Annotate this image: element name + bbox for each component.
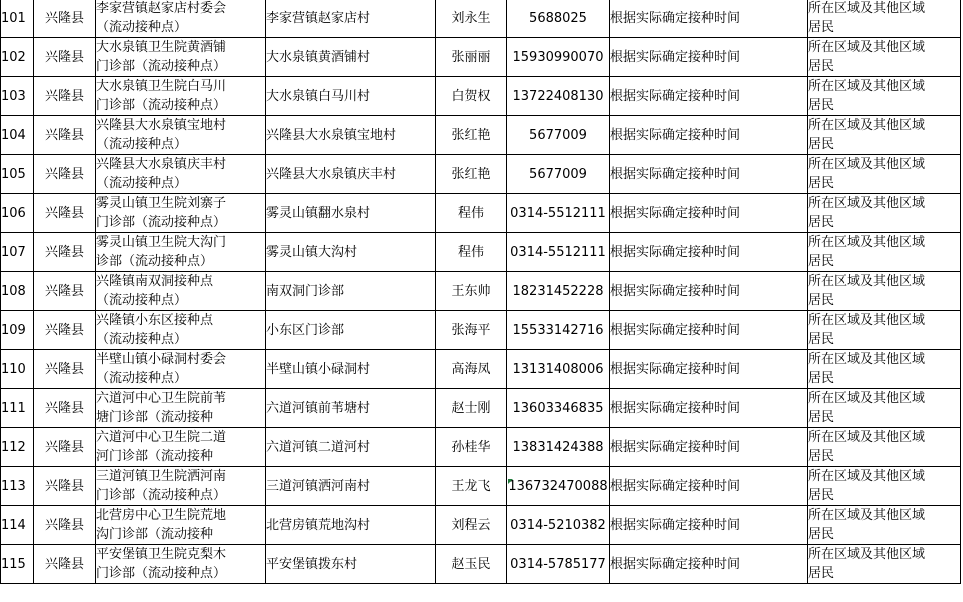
address-cell[interactable]: 六道河镇二道河村 <box>266 428 436 467</box>
phone-cell[interactable]: 0314-5512111 <box>507 233 610 272</box>
county-cell[interactable]: 兴隆县 <box>34 428 96 467</box>
address-cell[interactable]: 雾灵山镇大沟村 <box>266 233 436 272</box>
address-cell[interactable]: 南双洞门诊部 <box>266 272 436 311</box>
site-name-cell-line: 门诊部（流动接种点） <box>96 215 227 230</box>
site-name-cell-line: 兴隆县大水泉镇庆丰村 <box>96 157 227 172</box>
scope-cell[interactable] <box>808 116 961 155</box>
row-number-cell[interactable]: 113 <box>1 467 34 506</box>
schedule-cell[interactable]: 根据实际确定接种时间 <box>610 350 808 389</box>
site-name-cell-line: 六道河中心卫生院二道 <box>96 430 227 445</box>
county-cell[interactable]: 兴隆县 <box>34 233 96 272</box>
county-cell[interactable]: 兴隆县 <box>34 155 96 194</box>
site-name-cell[interactable] <box>96 506 266 545</box>
cell-comment-marker <box>508 479 513 484</box>
phone-cell[interactable]: 5677009 <box>507 155 610 194</box>
contact-cell[interactable]: 张海平 <box>436 311 507 350</box>
county-cell[interactable]: 兴隆县 <box>34 506 96 545</box>
scope-cell[interactable] <box>808 38 961 77</box>
scope-cell[interactable] <box>808 545 961 584</box>
county-cell[interactable]: 兴隆县 <box>34 116 96 155</box>
table-row <box>1 38 961 77</box>
site-name-cell-line: 河门诊部（流动接种 <box>96 449 214 464</box>
site-name-cell-line: 兴隆镇小东区接种点 <box>96 313 214 328</box>
scope-cell[interactable] <box>808 194 961 233</box>
address-cell[interactable]: 李家营镇赵家店村 <box>266 0 436 38</box>
scope-cell-line: 所在区域及其他区域 <box>808 118 926 133</box>
scope-cell-line: 居民 <box>808 215 835 230</box>
phone-cell[interactable]: 15533142716 <box>507 311 610 350</box>
contact-cell[interactable]: 张红艳 <box>436 155 507 194</box>
scope-cell-line: 所在区域及其他区域 <box>808 391 926 406</box>
site-name-cell[interactable] <box>96 467 266 506</box>
phone-cell[interactable]: 0314-5785177 <box>507 545 610 584</box>
schedule-cell[interactable]: 根据实际确定接种时间 <box>610 194 808 233</box>
county-cell[interactable]: 兴隆县 <box>34 467 96 506</box>
scope-cell-line: 所在区域及其他区域 <box>808 235 926 250</box>
site-name-cell-line: （流动接种点） <box>96 20 188 35</box>
scope-cell[interactable] <box>808 467 961 506</box>
row-number-cell[interactable]: 109 <box>1 311 34 350</box>
phone-cell[interactable]: 136732470088 <box>507 467 610 506</box>
contact-cell[interactable]: 白贺权 <box>436 77 507 116</box>
contact-cell[interactable]: 王龙飞 <box>436 467 507 506</box>
phone-cell[interactable]: 5677009 <box>507 116 610 155</box>
schedule-cell[interactable]: 根据实际确定接种时间 <box>610 428 808 467</box>
schedule-cell[interactable]: 根据实际确定接种时间 <box>610 545 808 584</box>
scope-cell-line: 所在区域及其他区域 <box>808 40 926 55</box>
county-cell[interactable]: 兴隆县 <box>34 311 96 350</box>
site-name-cell[interactable] <box>96 272 266 311</box>
row-number-cell[interactable]: 114 <box>1 506 34 545</box>
county-cell[interactable]: 兴隆县 <box>34 0 96 38</box>
schedule-cell[interactable]: 根据实际确定接种时间 <box>610 467 808 506</box>
scope-cell-line: 所在区域及其他区域 <box>808 196 926 211</box>
row-number-cell[interactable]: 115 <box>1 545 34 584</box>
site-name-cell[interactable] <box>96 350 266 389</box>
row-number-cell[interactable]: 106 <box>1 194 34 233</box>
table-row <box>1 428 961 467</box>
site-name-cell-line: （流动接种点） <box>96 371 188 386</box>
site-name-cell[interactable] <box>96 545 266 584</box>
site-name-cell-line: 门诊部（流动接种点） <box>96 488 227 503</box>
scope-cell-line: 居民 <box>808 488 835 503</box>
scope-cell[interactable] <box>808 0 961 38</box>
site-name-cell-line: 门诊部（流动接种点） <box>96 98 227 113</box>
site-name-cell-line: 雾灵山镇卫生院大沟门 <box>96 235 227 250</box>
contact-cell[interactable]: 刘永生 <box>436 0 507 38</box>
scope-cell-line: 所在区域及其他区域 <box>808 469 926 484</box>
phone-cell[interactable]: 13831424388 <box>507 428 610 467</box>
contact-cell[interactable]: 孙桂华 <box>436 428 507 467</box>
scope-cell-line: 居民 <box>808 410 835 425</box>
scope-cell-line: 所在区域及其他区域 <box>808 547 926 562</box>
scope-cell-line: 所在区域及其他区域 <box>808 508 926 523</box>
contact-cell[interactable]: 高海凤 <box>436 350 507 389</box>
phone-cell[interactable]: 0314-5512111 <box>507 194 610 233</box>
county-cell[interactable]: 兴隆县 <box>34 350 96 389</box>
site-name-cell[interactable] <box>96 38 266 77</box>
scope-cell-line: 居民 <box>808 59 835 74</box>
scope-cell-line: 所在区域及其他区域 <box>808 79 926 94</box>
county-cell[interactable]: 兴隆县 <box>34 272 96 311</box>
address-cell[interactable]: 半壁山镇小碌洞村 <box>266 350 436 389</box>
address-cell[interactable]: 雾灵山镇翻水泉村 <box>266 194 436 233</box>
scope-cell-line: 居民 <box>808 176 835 191</box>
contact-cell[interactable]: 张红艳 <box>436 116 507 155</box>
contact-cell[interactable]: 刘程云 <box>436 506 507 545</box>
site-name-cell[interactable] <box>96 428 266 467</box>
scope-cell[interactable] <box>808 233 961 272</box>
site-name-cell[interactable] <box>96 311 266 350</box>
schedule-cell[interactable]: 根据实际确定接种时间 <box>610 77 808 116</box>
contact-cell[interactable]: 赵士刚 <box>436 389 507 428</box>
table-row <box>1 467 961 506</box>
site-name-cell[interactable] <box>96 389 266 428</box>
county-cell[interactable]: 兴隆县 <box>34 38 96 77</box>
site-name-cell[interactable] <box>96 194 266 233</box>
table-row <box>1 506 961 545</box>
site-name-cell-line: 诊部（流动接种点） <box>96 254 214 269</box>
address-cell[interactable]: 兴隆县大水泉镇庆丰村 <box>266 155 436 194</box>
address-cell[interactable]: 三道河镇洒河南村 <box>266 467 436 506</box>
county-cell[interactable]: 兴隆县 <box>34 77 96 116</box>
site-name-cell-line: 兴隆镇南双洞接种点 <box>96 274 214 289</box>
table-row <box>1 77 961 116</box>
site-name-cell-line: 大水泉镇卫生院黄酒铺 <box>96 40 227 55</box>
site-name-cell-line: 沟门诊部（流动接种 <box>96 527 214 542</box>
row-number-cell[interactable]: 103 <box>1 77 34 116</box>
phone-cell[interactable]: 13131408006 <box>507 350 610 389</box>
row-number-cell[interactable]: 102 <box>1 38 34 77</box>
row-number-cell[interactable]: 112 <box>1 428 34 467</box>
row-number-cell[interactable]: 101 <box>1 0 34 38</box>
county-cell[interactable]: 兴隆县 <box>34 389 96 428</box>
schedule-cell[interactable]: 根据实际确定接种时间 <box>610 389 808 428</box>
scope-cell-line: 所在区域及其他区域 <box>808 274 926 289</box>
scope-cell-line: 居民 <box>808 371 835 386</box>
site-name-cell-line: 门诊部（流动接种点） <box>96 59 227 74</box>
scope-cell[interactable] <box>808 389 961 428</box>
phone-cell[interactable]: 15930990070 <box>507 38 610 77</box>
schedule-cell[interactable]: 根据实际确定接种时间 <box>610 38 808 77</box>
site-name-cell-line: （流动接种点） <box>96 176 188 191</box>
schedule-cell[interactable]: 根据实际确定接种时间 <box>610 233 808 272</box>
phone-cell[interactable]: 5688025 <box>507 0 610 38</box>
site-name-cell[interactable] <box>96 233 266 272</box>
county-cell[interactable]: 兴隆县 <box>34 545 96 584</box>
table-body <box>1 0 961 584</box>
table-row <box>1 311 961 350</box>
scope-cell-line: 居民 <box>808 332 835 347</box>
table-row <box>1 350 961 389</box>
site-name-cell-line: 三道河镇卫生院洒河南 <box>96 469 227 484</box>
address-cell[interactable]: 兴隆县大水泉镇宝地村 <box>266 116 436 155</box>
site-name-cell-line: 塘门诊部（流动接种 <box>96 410 214 425</box>
scope-cell-line: 居民 <box>808 527 835 542</box>
phone-cell[interactable]: 18231452228 <box>507 272 610 311</box>
row-number-cell[interactable]: 105 <box>1 155 34 194</box>
schedule-cell[interactable]: 根据实际确定接种时间 <box>610 116 808 155</box>
table-row <box>1 389 961 428</box>
table-row <box>1 155 961 194</box>
phone-cell[interactable]: 13722408130 <box>507 77 610 116</box>
site-name-cell-line: 李家营镇赵家店村委会 <box>96 1 227 16</box>
address-cell[interactable]: 大水泉镇黄酒铺村 <box>266 38 436 77</box>
address-cell[interactable]: 小东区门诊部 <box>266 311 436 350</box>
site-name-cell[interactable] <box>96 116 266 155</box>
table-row <box>1 233 961 272</box>
address-cell[interactable]: 北营房镇荒地沟村 <box>266 506 436 545</box>
scope-cell-line: 所在区域及其他区域 <box>808 313 926 328</box>
scope-cell[interactable] <box>808 428 961 467</box>
scope-cell[interactable] <box>808 77 961 116</box>
scope-cell-line: 居民 <box>808 254 835 269</box>
table-row <box>1 194 961 233</box>
contact-cell[interactable]: 程伟 <box>436 233 507 272</box>
table-row <box>1 545 961 584</box>
scope-cell[interactable] <box>808 311 961 350</box>
scope-cell-line: 居民 <box>808 137 835 152</box>
row-number-cell[interactable]: 108 <box>1 272 34 311</box>
address-cell[interactable]: 六道河镇前苇塘村 <box>266 389 436 428</box>
scope-cell-line: 居民 <box>808 20 835 35</box>
scope-cell-line: 居民 <box>808 449 835 464</box>
address-cell[interactable]: 平安堡镇拨东村 <box>266 545 436 584</box>
scope-cell-line: 所在区域及其他区域 <box>808 1 926 16</box>
row-number-cell[interactable]: 107 <box>1 233 34 272</box>
site-name-cell-line: 半壁山镇小碌洞村委会 <box>96 352 227 367</box>
scope-cell-line: 居民 <box>808 98 835 113</box>
schedule-cell[interactable]: 根据实际确定接种时间 <box>610 311 808 350</box>
row-number-cell[interactable]: 111 <box>1 389 34 428</box>
scope-cell[interactable] <box>808 155 961 194</box>
site-name-cell[interactable] <box>96 0 266 38</box>
schedule-cell[interactable]: 根据实际确定接种时间 <box>610 272 808 311</box>
row-number-cell[interactable]: 104 <box>1 116 34 155</box>
site-name-cell-line: （流动接种点） <box>96 137 188 152</box>
phone-cell[interactable]: 0314-5210382 <box>507 506 610 545</box>
address-cell[interactable]: 大水泉镇白马川村 <box>266 77 436 116</box>
site-name-cell[interactable] <box>96 155 266 194</box>
scope-cell-line: 所在区域及其他区域 <box>808 352 926 367</box>
table-row <box>1 116 961 155</box>
phone-cell[interactable]: 13603346835 <box>507 389 610 428</box>
site-name-cell-line: 门诊部（流动接种点） <box>96 566 227 581</box>
site-name-cell[interactable] <box>96 77 266 116</box>
site-name-cell-line: 雾灵山镇卫生院刘寨子 <box>96 196 227 211</box>
site-name-cell-line: 兴隆县大水泉镇宝地村 <box>96 118 227 133</box>
table-row <box>1 0 961 38</box>
scope-cell-line: 所在区域及其他区域 <box>808 157 926 172</box>
contact-cell[interactable]: 张丽丽 <box>436 38 507 77</box>
schedule-cell[interactable]: 根据实际确定接种时间 <box>610 506 808 545</box>
site-name-cell-line: （流动接种点） <box>96 293 188 308</box>
contact-cell[interactable]: 程伟 <box>436 194 507 233</box>
schedule-cell[interactable]: 根据实际确定接种时间 <box>610 155 808 194</box>
contact-cell[interactable]: 王东帅 <box>436 272 507 311</box>
county-cell[interactable]: 兴隆县 <box>34 194 96 233</box>
site-name-cell-line: 平安堡镇卫生院克梨木 <box>96 547 227 562</box>
scope-cell-line: 居民 <box>808 566 835 581</box>
scope-cell[interactable] <box>808 506 961 545</box>
site-name-cell-line: 六道河中心卫生院前苇 <box>96 391 227 406</box>
scope-cell[interactable] <box>808 272 961 311</box>
scope-cell-line: 所在区域及其他区域 <box>808 430 926 445</box>
row-number-cell[interactable]: 110 <box>1 350 34 389</box>
scope-cell-line: 居民 <box>808 293 835 308</box>
site-name-cell-line: 大水泉镇卫生院白马川 <box>96 79 227 94</box>
schedule-cell[interactable]: 根据实际确定接种时间 <box>610 0 808 38</box>
contact-cell[interactable]: 赵玉民 <box>436 545 507 584</box>
table-row <box>1 272 961 311</box>
site-name-cell-line: （流动接种点） <box>96 332 188 347</box>
scope-cell[interactable] <box>808 350 961 389</box>
site-name-cell-line: 北营房中心卫生院荒地 <box>96 508 227 523</box>
